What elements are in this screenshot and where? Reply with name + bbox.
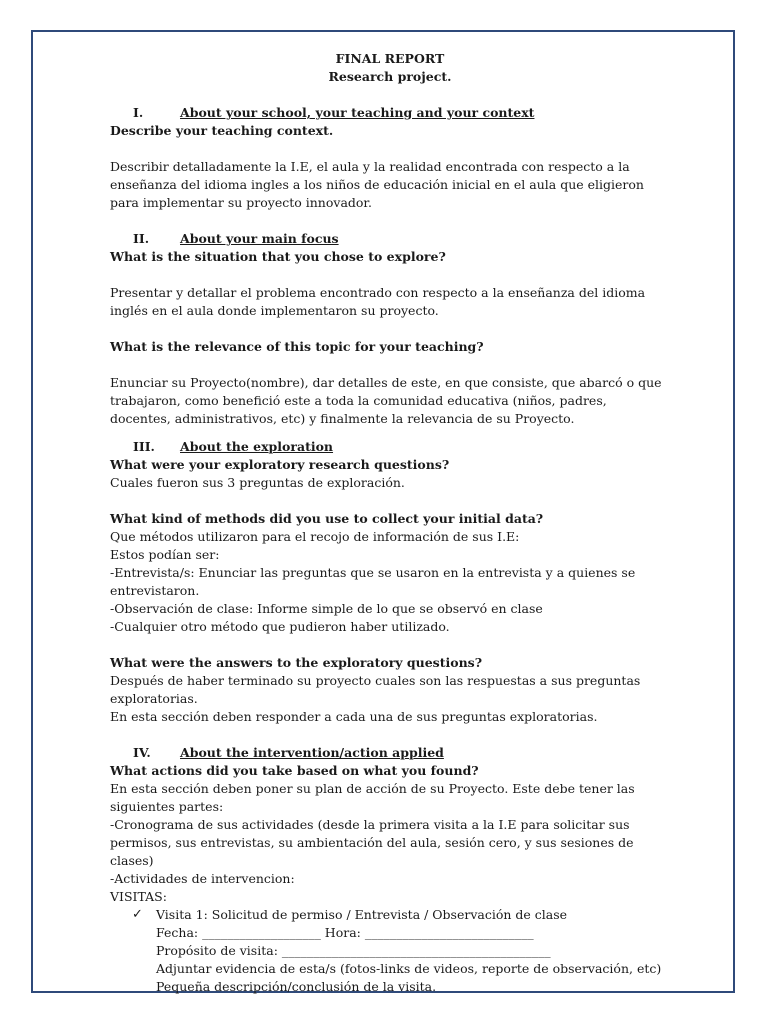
document-title: FINAL REPORT (335, 51, 445, 66)
section-title: About the intervention/action applied (180, 745, 444, 760)
section-3-heading (110, 438, 670, 456)
section-question: What actions did you take based on what you found? (110, 763, 479, 778)
section-text: Describir detalladamente la I.E, el aula y la realidad encontrada con respecto a la enseñanza del idioma ingles a los niños de educación inicial en el aula que eligieron para implementar su proyecto innovador. (110, 159, 644, 210)
section-line: -Observación de clase: Informe simple de lo que se observó en clase (110, 601, 543, 616)
section-question: What were your exploratory research questions? (110, 457, 450, 472)
section-1-heading (110, 104, 670, 122)
section-text: Cuales fueron sus 3 preguntas de exploración. (110, 475, 405, 490)
section-text: Enunciar su Proyecto(nombre), dar detalles de este, en que consiste, que abarcó o que trabajaron, como benefició este a toda la comunidad educativa (niños, padres, docentes, administrativos, etc) y finalmente la relevancia de su Proyecto. (110, 375, 662, 426)
list-item (110, 906, 670, 924)
visit-checklist (110, 906, 670, 924)
section-question: What is the relevance of this topic for your teaching? (110, 339, 484, 354)
section-line: Estos podían ser: (110, 547, 220, 562)
section-line: VISITAS: (110, 889, 167, 904)
section-line: -Actividades de intervencion: (110, 871, 295, 886)
check-item-label: Visita 1: Solicitud de permiso / Entrevista / Observación de clase (156, 907, 568, 922)
section-number: I. (133, 105, 144, 120)
visit-purpose-line: Propósito de visita: ___________________________________________ (156, 943, 551, 958)
section-question: What kind of methods did you use to collect your initial data? (110, 511, 544, 526)
section-line: -Cualquier otro método que pudieron haber utilizado. (110, 619, 450, 634)
checkmark-icon: ✓ (132, 907, 143, 922)
section-question: What were the answers to the exploratory questions? (110, 655, 483, 670)
section-number: III. (133, 439, 155, 454)
section-4-heading (110, 744, 670, 762)
document-subtitle: Research project. (328, 69, 452, 84)
visit-evidence-line: Adjuntar evidencia de esta/s (fotos-links de videos, reporte de observación, etc) (156, 961, 662, 976)
section-question: Describe your teaching context. (110, 123, 334, 138)
section-number: IV. (133, 745, 151, 760)
section-line: Que métodos utilizaron para el recojo de información de sus I.E: (110, 529, 520, 544)
section-text: Presentar y detallar el problema encontrado con respecto a la enseñanza del idioma inglés en el aula donde implementaron su proyecto. (110, 285, 646, 318)
section-title: About your main focus (180, 231, 339, 246)
section-title: About your school, your teaching and your context (180, 105, 535, 120)
section-line: En esta sección deben poner su plan de acción de su Proyecto. Este debe tener las siguientes partes: (110, 781, 635, 814)
section-line: -Cronograma de sus actividades (desde la primera visita a la I.E para solicitar sus permisos, sus entrevistas, su ambientación del aula, sesión cero, y sus sesiones de clases) (110, 817, 634, 868)
visit-date-line: Fecha: ___________________ Hora: ___________________________ (156, 925, 534, 940)
section-number: II. (133, 231, 150, 246)
section-2-heading (110, 230, 670, 248)
section-line: -Entrevista/s: Enunciar las preguntas que se usaron en la entrevista y a quienes se entrevistaron. (110, 565, 636, 598)
visit-description-line: Pequeña descripción/conclusión de la visita. (156, 979, 437, 994)
section-title: About the exploration (180, 439, 334, 454)
section-question: What is the situation that you chose to explore? (110, 249, 446, 264)
section-line: En esta sección deben responder a cada una de sus preguntas exploratorias. (110, 709, 598, 724)
document-body (110, 50, 670, 996)
section-line: Después de haber terminado su proyecto cuales son las respuestas a sus preguntas exploratorias. (110, 673, 641, 706)
